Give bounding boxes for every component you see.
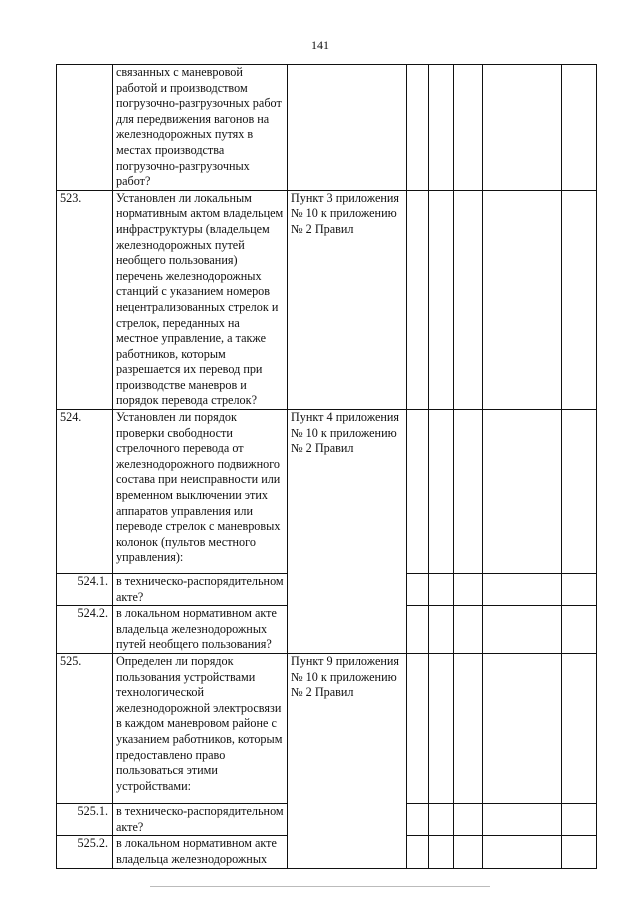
answer-na-cell[interactable] xyxy=(454,606,483,654)
answer-no-cell[interactable] xyxy=(429,410,454,574)
item-number: 525. xyxy=(57,654,113,804)
table-row xyxy=(57,65,597,191)
answer-no-cell[interactable] xyxy=(429,606,454,654)
page-number: 141 xyxy=(311,38,329,52)
details-cell[interactable] xyxy=(483,654,562,804)
details-cell[interactable] xyxy=(483,574,562,606)
page-edge-line xyxy=(150,886,490,887)
notes-cell[interactable] xyxy=(562,65,597,191)
answer-no-cell[interactable] xyxy=(429,190,454,409)
item-number xyxy=(57,65,113,191)
details-cell[interactable] xyxy=(483,606,562,654)
item-reference xyxy=(288,65,407,191)
details-cell[interactable] xyxy=(483,65,562,191)
answer-na-cell[interactable] xyxy=(454,410,483,574)
item-question: связанных с маневровой работой и производством погрузочно-разгрузочных работ для передвижения вагонов на железнодорожных путях в местах производства погрузочно-разгрузочных работ? xyxy=(113,65,288,191)
table-row xyxy=(57,190,597,409)
item-number: 523. xyxy=(57,190,113,409)
answer-na-cell[interactable] xyxy=(454,836,483,869)
item-reference: Пункт 3 приложения № 10 к приложению № 2 Правил xyxy=(288,190,407,409)
item-question: в локальном нормативном акте владельца железнодорожных путей необщего пользования? xyxy=(113,606,288,654)
checklist-table xyxy=(56,64,597,869)
answer-yes-cell[interactable] xyxy=(407,574,429,606)
item-number: 524.1. xyxy=(57,574,113,606)
details-cell[interactable] xyxy=(483,836,562,869)
notes-cell[interactable] xyxy=(562,574,597,606)
item-reference: Пункт 4 приложения № 10 к приложению № 2 Правил xyxy=(288,410,407,654)
answer-yes-cell[interactable] xyxy=(407,190,429,409)
notes-cell[interactable] xyxy=(562,190,597,409)
item-number: 525.2. xyxy=(57,836,113,869)
answer-yes-cell[interactable] xyxy=(407,836,429,869)
details-cell[interactable] xyxy=(483,190,562,409)
notes-cell[interactable] xyxy=(562,410,597,574)
item-number: 525.1. xyxy=(57,804,113,836)
answer-yes-cell[interactable] xyxy=(407,804,429,836)
item-question: Установлен ли локальным нормативным актом владельцем инфраструктуры (владельцем железнодорожных путей необщего пользования) перечень железнодорожных станций с указанием номеров нецентрализованных стрелок и стрелок, переданных на местное управление, а также работников, которым разрешается их перевод при производстве маневров и порядок перевода стрелок? xyxy=(113,190,288,409)
answer-na-cell[interactable] xyxy=(454,574,483,606)
answer-yes-cell[interactable] xyxy=(407,410,429,574)
answer-na-cell[interactable] xyxy=(454,190,483,409)
answer-no-cell[interactable] xyxy=(429,804,454,836)
answer-no-cell[interactable] xyxy=(429,654,454,804)
answer-na-cell[interactable] xyxy=(454,65,483,191)
item-question: в техническо-распорядительном акте? xyxy=(113,804,288,836)
item-number: 524.2. xyxy=(57,606,113,654)
item-number: 524. xyxy=(57,410,113,574)
item-question: Установлен ли порядок проверки свободности стрелочного перевода от железнодорожного подвижного состава при неисправности или временном выключении этих аппаратов управления или переводе стрелок с маневровых колонок (пультов местного управления): xyxy=(113,410,288,574)
answer-no-cell[interactable] xyxy=(429,574,454,606)
item-question: Определен ли порядок пользования устройствами технологической железнодорожной электросвязи в каждом маневровом районе с указанием работников, которым предоставлено право пользоваться этими устройствами: xyxy=(113,654,288,804)
answer-na-cell[interactable] xyxy=(454,654,483,804)
answer-yes-cell[interactable] xyxy=(407,654,429,804)
item-question: в техническо-распорядительном акте? xyxy=(113,574,288,606)
table-row xyxy=(57,654,597,804)
item-reference: Пункт 9 приложения № 10 к приложению № 2 Правил xyxy=(288,654,407,869)
answer-yes-cell[interactable] xyxy=(407,65,429,191)
notes-cell[interactable] xyxy=(562,654,597,804)
details-cell[interactable] xyxy=(483,410,562,574)
answer-na-cell[interactable] xyxy=(454,804,483,836)
item-question: в локальном нормативном акте владельца железнодорожных xyxy=(113,836,288,869)
answer-no-cell[interactable] xyxy=(429,65,454,191)
answer-no-cell[interactable] xyxy=(429,836,454,869)
notes-cell[interactable] xyxy=(562,836,597,869)
notes-cell[interactable] xyxy=(562,804,597,836)
answer-yes-cell[interactable] xyxy=(407,606,429,654)
details-cell[interactable] xyxy=(483,804,562,836)
notes-cell[interactable] xyxy=(562,606,597,654)
table-row xyxy=(57,410,597,574)
